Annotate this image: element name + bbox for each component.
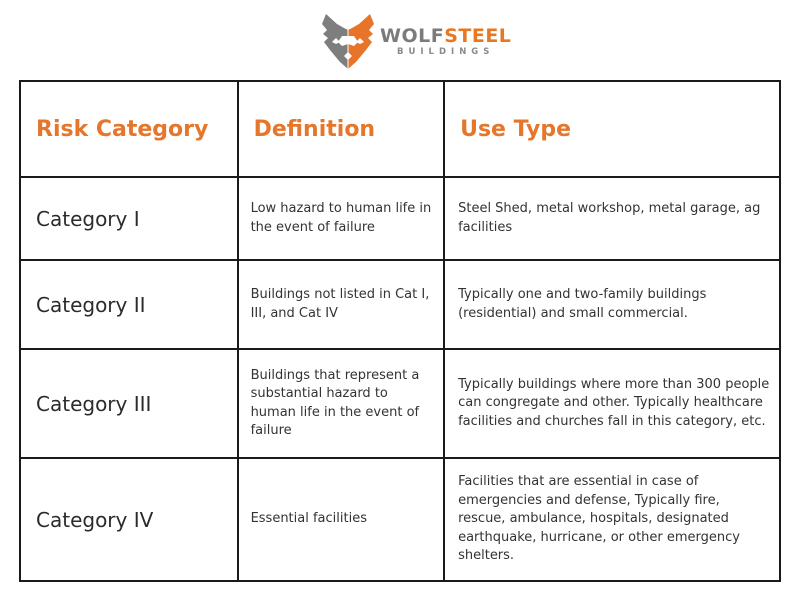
use-type-cell: Typically one and two-family buildings (residential) and small commercial. [444,260,780,349]
header-risk-category: Risk Category [20,81,238,177]
table-row [20,458,780,581]
definition-cell: Low hazard to human life in the event of failure [238,177,445,260]
definition-cell: Buildings that represent a substantial hazard to human life in the event of failure [238,349,445,458]
wolf-head-icon [320,12,376,70]
table-row [20,260,780,349]
use-type-cell: Typically buildings where more than 300 people can congregate and other. Typically healthcare facilities and churches fall in this category, etc. [444,349,780,458]
table-header-row [20,81,780,177]
header-definition: Definition [238,81,445,177]
header-use-type: Use Type [444,81,780,177]
logo-wordmark [380,26,511,46]
category-cell: Category III [20,349,238,458]
logo-word-wolf: WOLF [380,24,445,47]
logo-subtitle: BUILDINGS [397,46,495,57]
definition-cell: Buildings not listed in Cat I, III, and Cat IV [238,260,445,349]
logo-word-steel: STEEL [444,24,512,47]
use-type-cell: Steel Shed, metal workshop, metal garage, ag facilities [444,177,780,260]
table-row [20,177,780,260]
use-type-cell: Facilities that are essential in case of emergencies and defense, Typically fire, rescue, ambulance, hospitals, designated earthquake, hurricane, or other emergency shelters. [444,458,780,581]
category-cell: Category IV [20,458,238,581]
risk-category-table [19,80,781,582]
definition-cell: Essential facilities [238,458,445,581]
table-row [20,349,780,458]
category-cell: Category I [20,177,238,260]
category-cell: Category II [20,260,238,349]
wolfsteel-logo [320,10,511,72]
